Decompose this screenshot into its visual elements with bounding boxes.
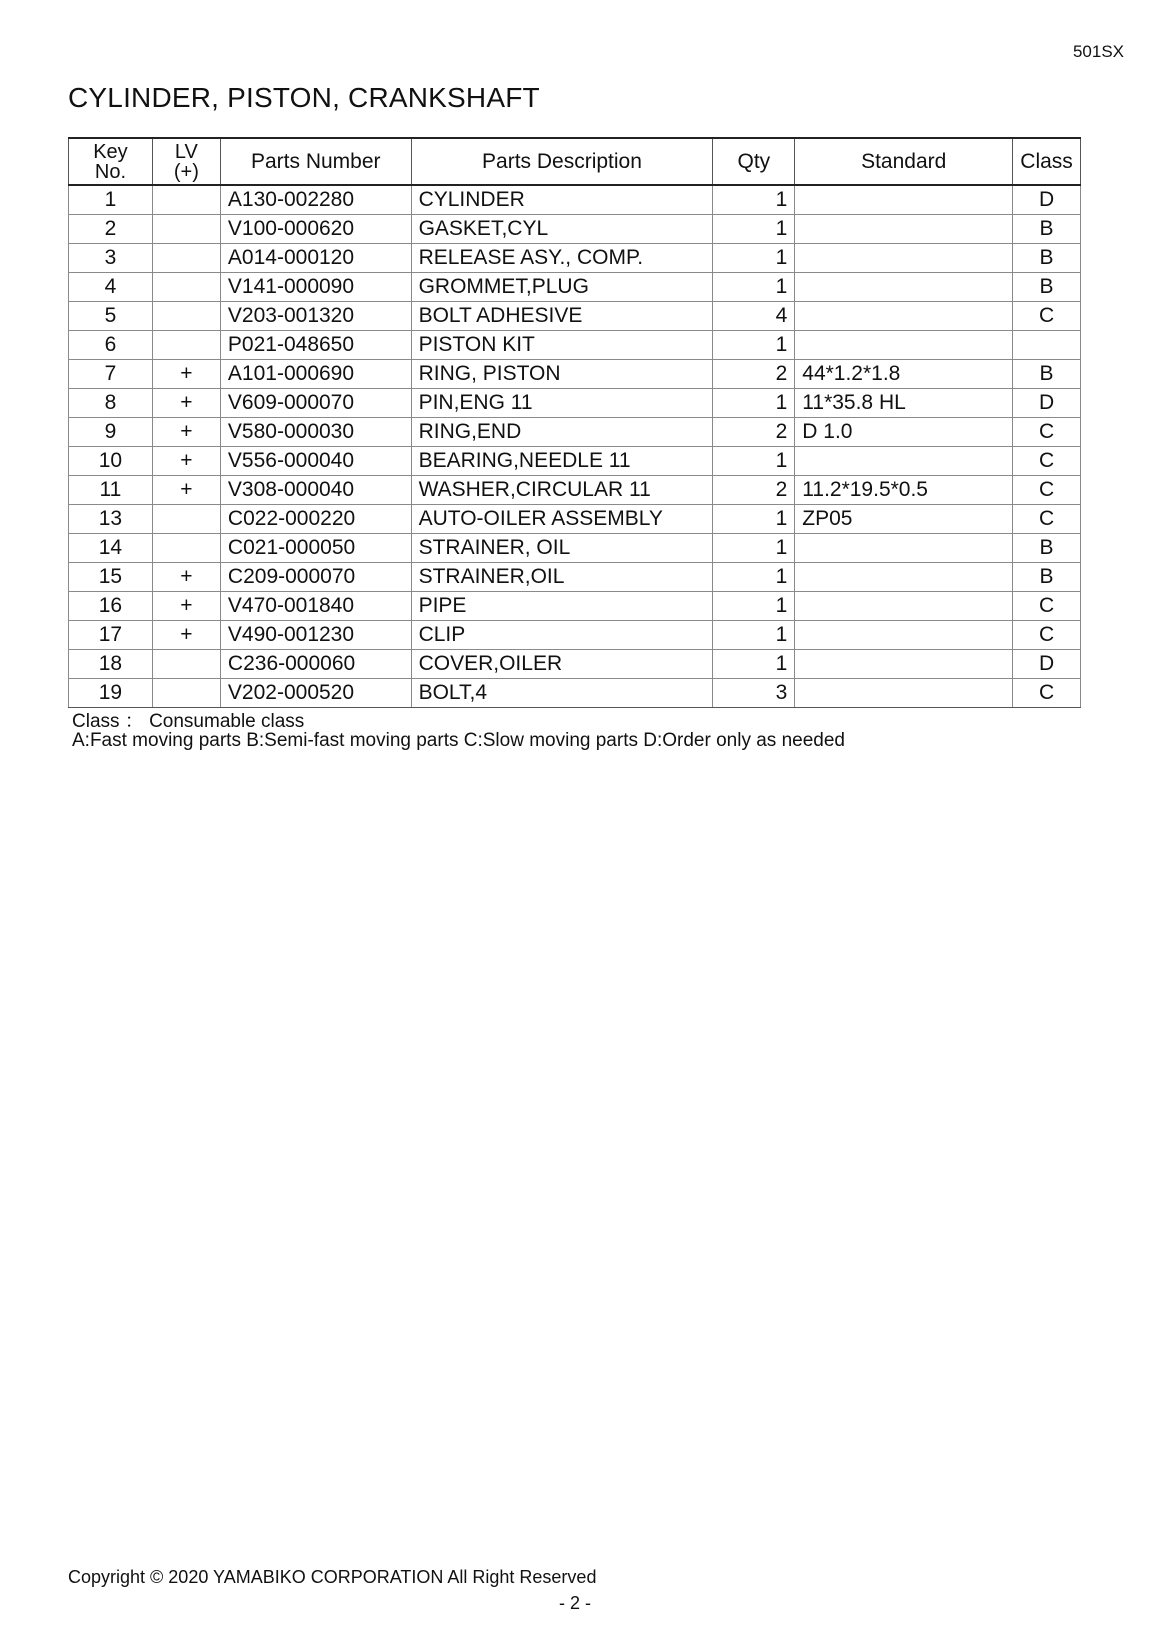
cell-lv: +	[152, 592, 220, 621]
cell-lv	[152, 331, 220, 360]
cell-lv	[152, 244, 220, 273]
cell-key: 5	[69, 302, 153, 331]
cell-part-number: A014-000120	[220, 244, 411, 273]
cell-description: RING,END	[411, 418, 713, 447]
legend-title: Class ： Consumable class	[72, 711, 305, 732]
table-row	[69, 592, 1081, 621]
cell-qty: 1	[713, 592, 795, 621]
cell-class: C	[1013, 592, 1081, 621]
cell-description: COVER,OILER	[411, 650, 713, 679]
cell-lv	[152, 650, 220, 679]
cell-key: 3	[69, 244, 153, 273]
cell-key: 18	[69, 650, 153, 679]
cell-class: C	[1013, 476, 1081, 505]
cell-description: BOLT ADHESIVE	[411, 302, 713, 331]
cell-key: 15	[69, 563, 153, 592]
cell-class: B	[1013, 215, 1081, 244]
cell-part-number: C022-000220	[220, 505, 411, 534]
cell-description: STRAINER,OIL	[411, 563, 713, 592]
cell-qty: 1	[713, 185, 795, 215]
cell-qty: 1	[713, 447, 795, 476]
cell-lv	[152, 273, 220, 302]
table-row	[69, 273, 1081, 302]
table-row	[69, 360, 1081, 389]
header-key-no	[69, 138, 153, 185]
cell-qty: 2	[713, 360, 795, 389]
cell-lv: +	[152, 389, 220, 418]
header-lv-line2: (+)	[173, 160, 199, 183]
cell-key: 6	[69, 331, 153, 360]
table-row	[69, 679, 1081, 708]
cell-standard	[795, 621, 1013, 650]
cell-description: RING, PISTON	[411, 360, 713, 389]
cell-description: WASHER,CIRCULAR 11	[411, 476, 713, 505]
cell-key: 14	[69, 534, 153, 563]
cell-qty: 1	[713, 534, 795, 563]
header-standard: Standard	[795, 138, 1013, 185]
cell-lv	[152, 302, 220, 331]
cell-qty: 1	[713, 273, 795, 302]
cell-lv	[152, 505, 220, 534]
table-row	[69, 418, 1081, 447]
cell-lv: +	[152, 447, 220, 476]
cell-qty: 1	[713, 621, 795, 650]
cell-key: 17	[69, 621, 153, 650]
table-row	[69, 302, 1081, 331]
cell-standard	[795, 679, 1013, 708]
cell-part-number: A130-002280	[220, 185, 411, 215]
legend-definitions: A:Fast moving parts B:Semi-fast moving parts C:Slow moving parts D:Order only as needed	[72, 730, 845, 751]
cell-qty: 1	[713, 389, 795, 418]
cell-key: 1	[69, 185, 153, 215]
cell-description: GASKET,CYL	[411, 215, 713, 244]
cell-standard	[795, 331, 1013, 360]
cell-standard: D 1.0	[795, 418, 1013, 447]
table-row	[69, 389, 1081, 418]
cell-standard	[795, 302, 1013, 331]
cell-description: PISTON KIT	[411, 331, 713, 360]
table-row	[69, 244, 1081, 273]
cell-standard	[795, 650, 1013, 679]
cell-class: B	[1013, 360, 1081, 389]
cell-lv	[152, 534, 220, 563]
cell-class: B	[1013, 244, 1081, 273]
header-key-line2: No.	[94, 160, 126, 183]
cell-description: PIPE	[411, 592, 713, 621]
cell-part-number: C021-000050	[220, 534, 411, 563]
copyright-notice: Copyright © 2020 YAMABIKO CORPORATION All Right Reserved	[68, 1567, 597, 1587]
cell-class: C	[1013, 505, 1081, 534]
cell-class: C	[1013, 302, 1081, 331]
cell-standard: 11*35.8 HL	[795, 389, 1013, 418]
cell-standard: 44*1.2*1.8	[795, 360, 1013, 389]
cell-description: CYLINDER	[411, 185, 713, 215]
cell-class: B	[1013, 534, 1081, 563]
cell-description: AUTO-OILER ASSEMBLY	[411, 505, 713, 534]
cell-lv: +	[152, 360, 220, 389]
cell-standard	[795, 244, 1013, 273]
cell-description: STRAINER, OIL	[411, 534, 713, 563]
table-row	[69, 621, 1081, 650]
cell-description: RELEASE ASY., COMP.	[411, 244, 713, 273]
cell-class: C	[1013, 621, 1081, 650]
cell-qty: 1	[713, 244, 795, 273]
table-row	[69, 331, 1081, 360]
cell-qty: 1	[713, 563, 795, 592]
cell-qty: 1	[713, 331, 795, 360]
cell-lv: +	[152, 563, 220, 592]
cell-part-number: V100-000620	[220, 215, 411, 244]
cell-qty: 1	[713, 215, 795, 244]
cell-standard	[795, 563, 1013, 592]
cell-description: CLIP	[411, 621, 713, 650]
table-row	[69, 447, 1081, 476]
cell-lv	[152, 185, 220, 215]
cell-key: 8	[69, 389, 153, 418]
cell-description: BOLT,4	[411, 679, 713, 708]
cell-key: 10	[69, 447, 153, 476]
class-legend	[72, 712, 845, 750]
table-body	[69, 185, 1081, 708]
cell-key: 19	[69, 679, 153, 708]
cell-class: D	[1013, 389, 1081, 418]
cell-qty: 1	[713, 650, 795, 679]
cell-part-number: C209-000070	[220, 563, 411, 592]
cell-class: B	[1013, 273, 1081, 302]
cell-part-number: V470-001840	[220, 592, 411, 621]
header-class: Class	[1013, 138, 1081, 185]
cell-description: GROMMET,PLUG	[411, 273, 713, 302]
table-row	[69, 476, 1081, 505]
header-parts-number: Parts Number	[220, 138, 411, 185]
page-number: - 2 -	[558, 1593, 591, 1613]
cell-standard	[795, 447, 1013, 476]
table-row	[69, 215, 1081, 244]
cell-standard	[795, 185, 1013, 215]
table-row	[69, 505, 1081, 534]
cell-description: PIN,ENG 11	[411, 389, 713, 418]
cell-qty: 3	[713, 679, 795, 708]
table-header-row	[69, 138, 1081, 185]
header-lv	[152, 138, 220, 185]
cell-standard	[795, 273, 1013, 302]
cell-key: 16	[69, 592, 153, 621]
cell-part-number: P021-048650	[220, 331, 411, 360]
table-row	[69, 185, 1081, 215]
cell-key: 13	[69, 505, 153, 534]
parts-table	[68, 137, 1081, 708]
cell-qty: 1	[713, 505, 795, 534]
cell-part-number: V141-000090	[220, 273, 411, 302]
cell-qty: 4	[713, 302, 795, 331]
cell-lv	[152, 215, 220, 244]
cell-part-number: V556-000040	[220, 447, 411, 476]
header-parts-description: Parts Description	[411, 138, 713, 185]
cell-lv: +	[152, 621, 220, 650]
cell-class: D	[1013, 185, 1081, 215]
table-row	[69, 534, 1081, 563]
cell-class: B	[1013, 563, 1081, 592]
cell-class: D	[1013, 650, 1081, 679]
header-lv-line1: LV	[174, 140, 198, 163]
cell-standard	[795, 534, 1013, 563]
cell-standard: 11.2*19.5*0.5	[795, 476, 1013, 505]
cell-key: 7	[69, 360, 153, 389]
cell-qty: 2	[713, 476, 795, 505]
cell-standard	[795, 215, 1013, 244]
table-row	[69, 563, 1081, 592]
cell-qty: 2	[713, 418, 795, 447]
cell-lv	[152, 679, 220, 708]
cell-part-number: V580-000030	[220, 418, 411, 447]
cell-key: 9	[69, 418, 153, 447]
cell-class: C	[1013, 418, 1081, 447]
cell-class: C	[1013, 447, 1081, 476]
cell-class: C	[1013, 679, 1081, 708]
cell-description: BEARING,NEEDLE 11	[411, 447, 713, 476]
cell-part-number: V203-001320	[220, 302, 411, 331]
cell-part-number: V308-000040	[220, 476, 411, 505]
table-row	[69, 650, 1081, 679]
cell-lv: +	[152, 418, 220, 447]
page-title: CYLINDER, PISTON, CRANKSHAFT	[68, 82, 540, 113]
cell-part-number: V609-000070	[220, 389, 411, 418]
cell-key: 4	[69, 273, 153, 302]
cell-key: 2	[69, 215, 153, 244]
cell-standard: ZP05	[795, 505, 1013, 534]
header-key-line1: Key	[93, 140, 128, 163]
cell-standard	[795, 592, 1013, 621]
cell-part-number: V202-000520	[220, 679, 411, 708]
cell-part-number: A101-000690	[220, 360, 411, 389]
cell-lv: +	[152, 476, 220, 505]
cell-part-number: V490-001230	[220, 621, 411, 650]
model-code: 501SX	[1072, 42, 1124, 61]
cell-key: 11	[69, 476, 153, 505]
header-qty: Qty	[713, 138, 795, 185]
cell-class	[1013, 331, 1081, 360]
cell-part-number: C236-000060	[220, 650, 411, 679]
